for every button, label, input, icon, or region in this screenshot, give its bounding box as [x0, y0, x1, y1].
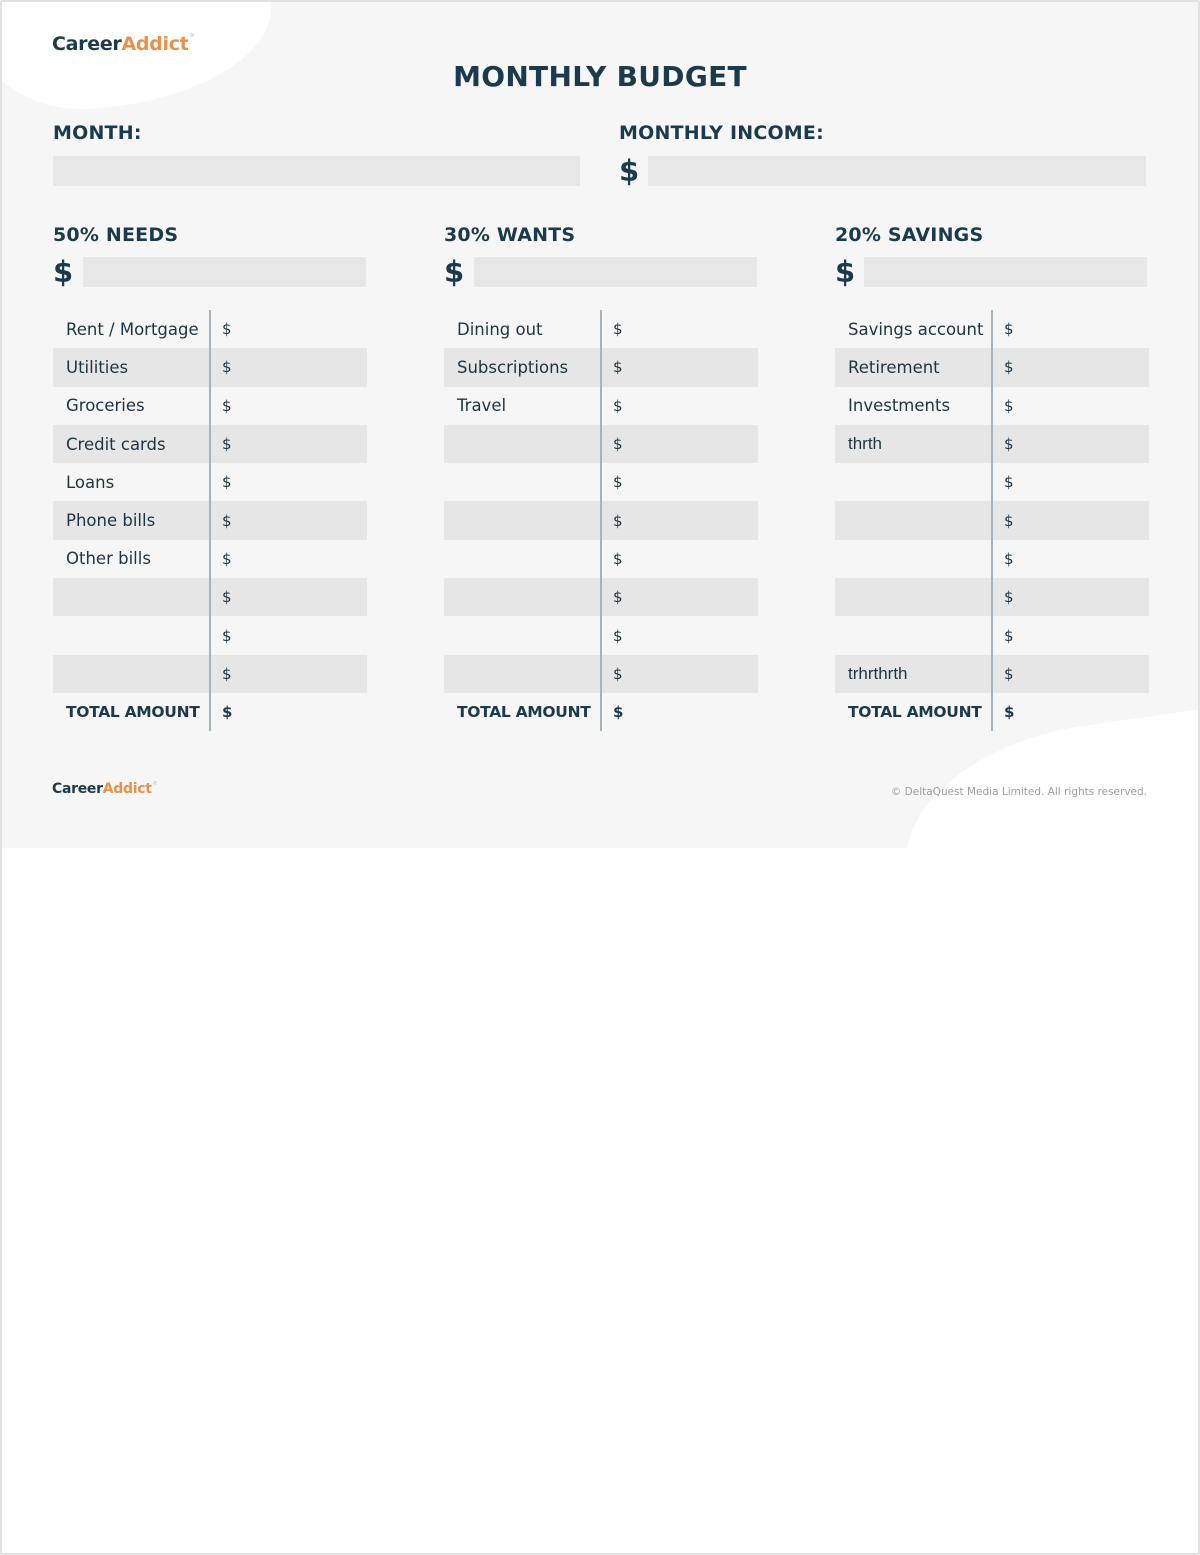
total-label: TOTAL AMOUNT	[848, 703, 982, 722]
wants-amount-input[interactable]	[474, 257, 757, 287]
dollar-icon: $	[619, 154, 640, 188]
amount-cell[interactable]: $	[222, 473, 232, 492]
logo-career-text: Career	[52, 781, 103, 797]
brand-logo-header	[52, 33, 194, 55]
amount-cell[interactable]: $	[1004, 626, 1014, 645]
category-cell[interactable]: Groceries	[66, 396, 145, 416]
column-divider	[991, 310, 993, 731]
category-cell[interactable]: Credit cards	[66, 434, 166, 454]
needs-amount-input[interactable]	[83, 257, 366, 287]
monthly-income-input[interactable]	[648, 156, 1146, 186]
amount-cell[interactable]: $	[222, 358, 232, 377]
amount-cell[interactable]: $	[613, 435, 623, 454]
page-title: MONTHLY BUDGET	[453, 60, 747, 93]
trademark-icon: ®	[189, 33, 195, 39]
amount-cell[interactable]: $	[222, 626, 232, 645]
copyright-text: © DeltaQuest Media Limited. All rights reserved.	[890, 786, 1147, 798]
category-cell[interactable]: Phone bills	[66, 511, 156, 531]
amount-cell[interactable]: $	[613, 664, 623, 683]
amount-cell[interactable]: $	[613, 358, 623, 377]
savings-heading: 20% SAVINGS	[835, 224, 984, 246]
column-divider	[600, 310, 602, 731]
category-cell[interactable]: Rent / Mortgage	[66, 319, 199, 339]
dollar-icon: $	[53, 255, 74, 289]
savings-amount-input[interactable]	[864, 257, 1147, 287]
dollar-icon: $	[444, 255, 465, 289]
amount-cell[interactable]: $	[613, 511, 623, 530]
category-cell[interactable]: trhrthrth	[848, 663, 908, 683]
dollar-icon: $	[835, 255, 856, 289]
amount-cell[interactable]: $	[222, 435, 232, 454]
amount-cell[interactable]: $	[1004, 320, 1014, 339]
amount-cell[interactable]: $	[613, 473, 623, 492]
category-cell[interactable]: Savings account	[848, 319, 984, 339]
amount-cell[interactable]: $	[222, 320, 232, 339]
total-amount-cell[interactable]: $	[613, 703, 624, 722]
amount-cell[interactable]: $	[613, 588, 623, 607]
wants-heading: 30% WANTS	[444, 224, 576, 246]
amount-cell[interactable]: $	[1004, 549, 1014, 568]
amount-cell[interactable]: $	[613, 320, 623, 339]
wants-table	[444, 310, 758, 731]
category-cell[interactable]: Retirement	[848, 357, 940, 377]
category-cell[interactable]: Travel	[457, 396, 507, 416]
amount-cell[interactable]: $	[222, 549, 232, 568]
amount-cell[interactable]: $	[1004, 588, 1014, 607]
amount-cell[interactable]: $	[1004, 435, 1014, 454]
category-cell[interactable]: Dining out	[457, 319, 543, 339]
total-label: TOTAL AMOUNT	[457, 703, 591, 722]
needs-heading: 50% NEEDS	[53, 224, 179, 246]
amount-cell[interactable]: $	[613, 396, 623, 415]
needs-table	[53, 310, 367, 731]
month-input[interactable]	[53, 156, 580, 186]
amount-cell[interactable]: $	[222, 588, 232, 607]
amount-cell[interactable]: $	[1004, 511, 1014, 530]
category-cell[interactable]: Other bills	[66, 549, 151, 569]
amount-cell[interactable]: $	[1004, 664, 1014, 683]
category-cell[interactable]: Loans	[66, 472, 115, 492]
logo-addict-text: Addict	[102, 781, 152, 797]
amount-cell[interactable]: $	[222, 664, 232, 683]
category-cell[interactable]: Utilities	[66, 357, 129, 377]
amount-cell[interactable]: $	[613, 626, 623, 645]
category-cell[interactable]: thrth	[848, 434, 883, 454]
month-label: MONTH:	[53, 122, 142, 144]
logo-career-text: Career	[52, 33, 122, 55]
amount-cell[interactable]: $	[222, 511, 232, 530]
category-cell[interactable]: Subscriptions	[457, 357, 569, 377]
total-label: TOTAL AMOUNT	[66, 703, 200, 722]
amount-cell[interactable]: $	[613, 549, 623, 568]
brand-logo-footer	[52, 781, 157, 797]
amount-cell[interactable]: $	[1004, 473, 1014, 492]
savings-table	[835, 310, 1149, 731]
total-amount-cell[interactable]: $	[1004, 703, 1015, 722]
amount-cell[interactable]: $	[1004, 358, 1014, 377]
amount-cell[interactable]: $	[222, 396, 232, 415]
column-divider	[209, 310, 211, 731]
category-cell[interactable]: Investments	[848, 396, 951, 416]
logo-addict-text: Addict	[121, 33, 189, 55]
trademark-icon: ®	[152, 781, 158, 787]
monthly-income-label: MONTHLY INCOME:	[619, 122, 824, 144]
amount-cell[interactable]: $	[1004, 396, 1014, 415]
total-amount-cell[interactable]: $	[222, 703, 233, 722]
